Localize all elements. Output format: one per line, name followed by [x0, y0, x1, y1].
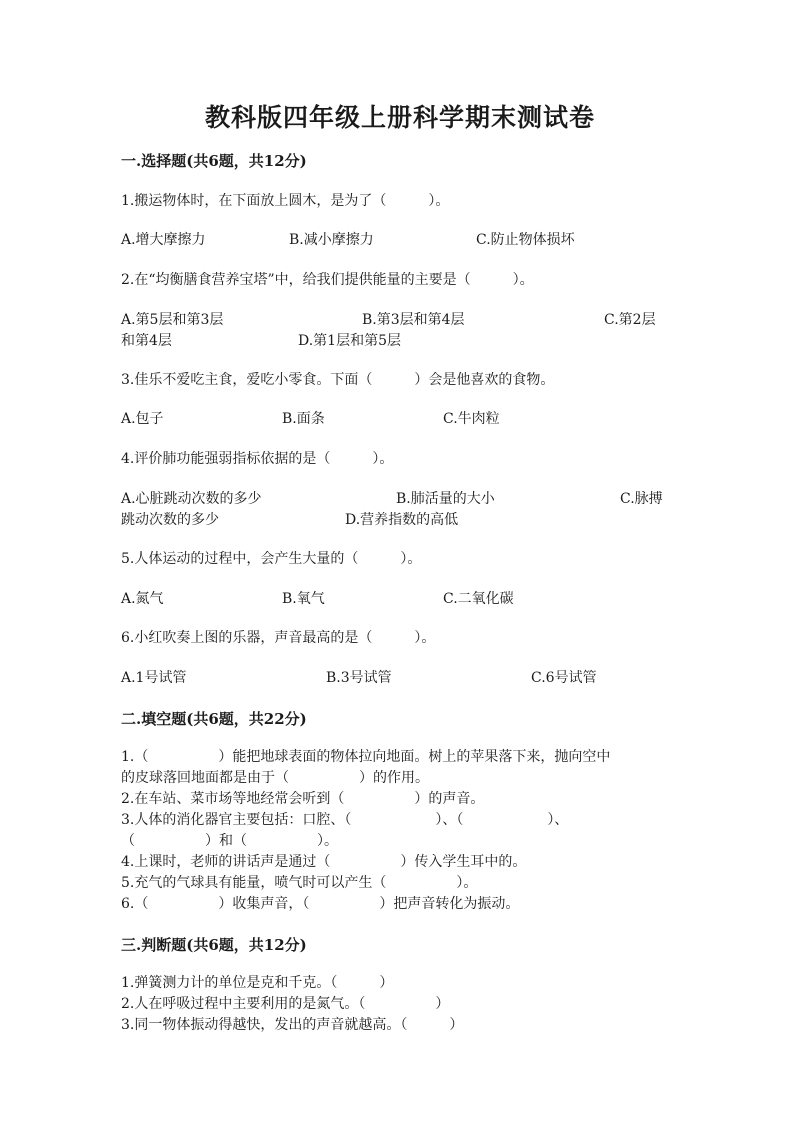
- question-3: 3.佳乐不爱吃主食，爱吃小零食。下面（ ）会是他喜欢的食物。: [121, 372, 555, 388]
- fill-line-8: 6.（ ）收集声音，（ ）把声音转化为振动。: [121, 896, 520, 912]
- page-title: 教科版四年级上册科学期末测试卷: [204, 103, 595, 132]
- option-1b: B.减小摩擦力: [289, 232, 374, 248]
- question-5: 5.人体运动的过程中，会产生大量的（ ）。: [121, 551, 422, 567]
- question-6: 6.小红吹奏上图的乐器，声音最高的是（ ）。: [121, 630, 436, 646]
- option-6c: C.6号试管: [531, 670, 597, 686]
- fill-line-1: 1.（ ）能把地球表面的物体拉向地面。树上的苹果落下来，抛向空中: [121, 749, 611, 765]
- judge-line-1: 1.弹簧测力计的单位是克和千克。（ ）: [121, 975, 394, 991]
- fill-line-6: 4.上课时，老师的讲话声是通过（ ）传入学生耳中的。: [121, 854, 527, 870]
- option-1a: A.增大摩擦力: [121, 232, 206, 248]
- question-2: 2.在“均衡膳食营养宝塔”中，给我们提供能量的主要是（ ）。: [121, 272, 534, 288]
- section-heading-judge: 三.判断题(共6题，共12分): [121, 936, 307, 954]
- section-heading-choice: 一.选择题(共6题，共12分): [121, 152, 307, 170]
- section-heading-fill: 二.填空题(共6题，共22分): [121, 710, 307, 728]
- judge-line-3: 3.同一物体振动得越快，发出的声音就越高。（ ）: [121, 1017, 464, 1033]
- option-3c: C.牛肉粒: [443, 411, 500, 427]
- option-4d: D.营养指数的高低: [345, 512, 459, 528]
- option-6a: A.1号试管: [121, 670, 187, 686]
- fill-line-3: 2.在车站、菜市场等地经常会听到（ ）的声音。: [121, 791, 485, 807]
- option-4c: C.脉搏: [620, 491, 663, 507]
- fill-line-5: （ ）和（ ）。: [121, 833, 338, 849]
- option-2c: C.第2层: [604, 312, 656, 328]
- option-2a: A.第5层和第3层: [121, 312, 224, 328]
- option-6b: B.3号试管: [326, 670, 392, 686]
- option-2c-continued: 和第4层: [121, 333, 172, 349]
- question-4: 4.评价肺功能强弱指标依据的是（ ）。: [121, 451, 394, 467]
- judge-line-2: 2.人在呼吸过程中主要利用的是氮气。（ ）: [121, 996, 450, 1012]
- option-5c: C.二氧化碳: [443, 591, 514, 607]
- option-2d: D.第1层和第5层: [298, 333, 401, 349]
- fill-line-4: 3.人体的消化器官主要包括：口腔、（ ）、（ ）、: [121, 812, 569, 828]
- fill-line-7: 5.充气的气球具有能量，喷气时可以产生（ ）。: [121, 875, 478, 891]
- option-5a: A.氮气: [121, 591, 164, 607]
- option-3b: B.面条: [282, 411, 325, 427]
- question-1: 1.搬运物体时，在下面放上圆木，是为了（ ）。: [121, 193, 450, 209]
- option-4c-continued: 跳动次数的多少: [121, 512, 219, 528]
- option-2b: B.第3层和第4层: [362, 312, 465, 328]
- option-3a: A.包子: [121, 411, 164, 427]
- option-4b: B.肺活量的大小: [396, 491, 495, 507]
- option-1c: C.防止物体损坏: [476, 232, 575, 248]
- option-4a: A.心脏跳动次数的多少: [121, 491, 262, 507]
- fill-line-2: 的皮球落回地面都是由于（ ）的作用。: [121, 770, 429, 786]
- option-5b: B.氧气: [282, 591, 325, 607]
